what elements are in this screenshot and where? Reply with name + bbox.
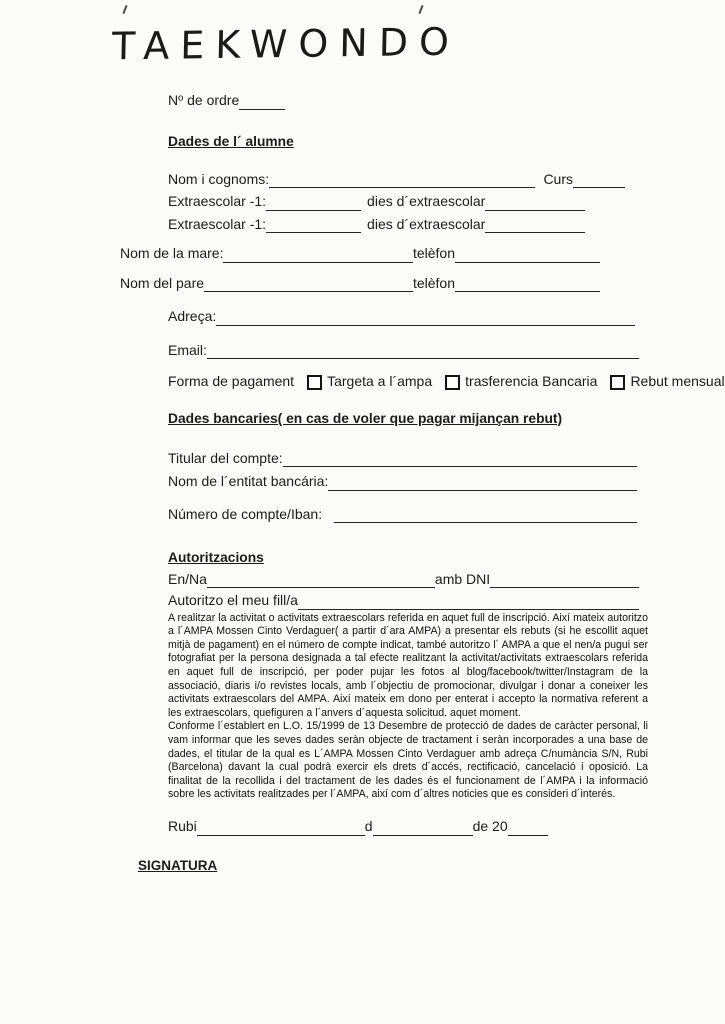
mother-row [120, 245, 600, 263]
authorize-child-row [168, 592, 639, 610]
person-line [207, 574, 435, 588]
payment-method-row [168, 373, 725, 391]
order-number-label: Nº de ordre [168, 92, 240, 108]
mother-phone-line [455, 249, 600, 263]
handwritten-title: TAEKWONDO [111, 19, 461, 69]
authorizations-heading-row [168, 549, 725, 566]
payment-method-label: Forma de pagament [168, 373, 295, 390]
mother-name-line [223, 249, 412, 263]
extracurricular-row [168, 193, 725, 211]
father-phone-label: telèfon [412, 274, 455, 291]
day-line [373, 822, 473, 836]
mother-phone-label: telèfon [412, 245, 455, 262]
father-row [120, 275, 600, 293]
person-label: En/Na [168, 570, 207, 587]
data-protection-text: Conforme l´establert en L.O. 15/1999 de 13 Desembre de protecció de dades de caràcter personal, li vam informar que les seves dades seràn objecte de tractament i seràn incorporades a una base de dades, el titular de la qual es L´AMPA Mossen Cinto Verdaguer amb adreça C/numància S/N, Rubi (Barcelona) davant la cual podrà exercir els drets d´accés, rectificació, cancelació i oposició. La finalitat de la recollida i del tractament de les dades és el funcionament de l´AMPA i la informació sobre les activitats realitzades per l´AMPA, així com d´altres noticies que es consideri d´interés. [168, 720, 648, 801]
person-dni-row [168, 571, 639, 589]
curs-label: Curs [543, 170, 573, 187]
bank-entity-line [328, 477, 637, 491]
extracurricular-days-label: dies d´extraescolar [367, 215, 486, 232]
authorize-child-label: Autoritzo el meu fill/a [168, 592, 298, 609]
payment-option-label: trasferencia Bancaria [465, 373, 598, 390]
checkbox-rebut [610, 375, 625, 390]
student-name-row [168, 171, 625, 189]
student-name-label: Nom i cognoms: [168, 170, 270, 187]
scan-mark [122, 5, 127, 14]
extracurricular-label: Extraescolar -1: [168, 193, 267, 210]
email-line [207, 345, 639, 359]
city-line [197, 822, 365, 836]
authorizations-heading: Autoritzacions [168, 550, 264, 566]
account-holder-line [283, 453, 637, 467]
bank-entity-row [168, 473, 637, 491]
iban-label: Número de compte/Iban: [168, 505, 323, 522]
payment-option-label: Targeta a l´ampa [327, 373, 433, 390]
bank-entity-label: Nom de l´entitat bancária: [168, 473, 329, 490]
extracurricular-line [266, 197, 361, 211]
bank-section-heading-row [168, 410, 725, 427]
extracurricular-line [266, 219, 361, 233]
authorization-text: A realitzar la activitat o activitats extraescolars referida en aquet full de inscripció. Així mateix autoritzo a l´AMPA Mossen Cinto Verdaguer( a partir d´ara AMPA) a presentar els rebuts (si he escollit aquet mitjà de pagament) en el número de compte indicat, també autoritzo l´ AMPA a que el nen/a pugui ser fotografiat per la persona designada a tal efecte realitzant la activitat/activitats extraescolars referida en aquet full de inscripció, per poder pujar les fotos al blog/facebook/twitter/Instagram de la associació, diaris i/o revistes locals, amb l´objectiu de promocionar, divulgar i donar a coneixer les activitats extraescolars del AMPA. Així mateix em dono per enterat i accepto la normativa referent a les extraescolars, quefiguren a l´anvers d´aquesta solicitud. aquet moment. [168, 611, 648, 719]
extracurricular-row [168, 216, 725, 234]
email-row [168, 342, 639, 360]
payment-option-label: Rebut mensual [630, 373, 725, 390]
address-row [168, 308, 635, 326]
date-row [168, 818, 725, 836]
student-name-line [269, 174, 535, 188]
father-phone-line [455, 278, 600, 292]
account-holder-row [168, 450, 637, 468]
checkbox-targeta [307, 375, 322, 390]
father-name-line [204, 278, 413, 292]
student-section-heading: Dades de l´ alumne [168, 133, 294, 149]
father-name-label: Nom del pare [120, 274, 205, 291]
dni-line [490, 574, 639, 588]
day-label: d [364, 818, 373, 835]
extracurricular-days-line [485, 219, 585, 233]
order-number-row [168, 92, 725, 110]
order-number-line [239, 96, 285, 110]
account-holder-label: Titular del compte: [168, 449, 283, 466]
student-section-heading-row [168, 133, 725, 150]
iban-line [334, 509, 637, 523]
address-line [216, 312, 635, 326]
scan-mark [418, 5, 423, 14]
year-line [508, 822, 548, 836]
curs-line [573, 174, 625, 188]
signature-label: SIGNATURA [138, 857, 218, 873]
signature-row [138, 858, 725, 875]
city-label: Rubi [168, 818, 197, 835]
year-label: de 20 [472, 818, 508, 835]
address-label: Adreça: [168, 308, 217, 325]
extracurricular-label: Extraescolar -1: [168, 215, 267, 232]
email-label: Email: [168, 341, 207, 358]
dni-label: amb DNI [434, 570, 491, 587]
extracurricular-days-line [485, 197, 585, 211]
mother-name-label: Nom de la mare: [120, 245, 224, 262]
authorize-child-line [298, 596, 639, 610]
checkbox-transferencia [445, 375, 460, 390]
extracurricular-days-label: dies d´extraescolar [367, 193, 486, 210]
bank-section-heading: Dades bancaries( en cas de voler que pagar mijançan rebut) [168, 410, 563, 426]
iban-row [168, 506, 637, 524]
